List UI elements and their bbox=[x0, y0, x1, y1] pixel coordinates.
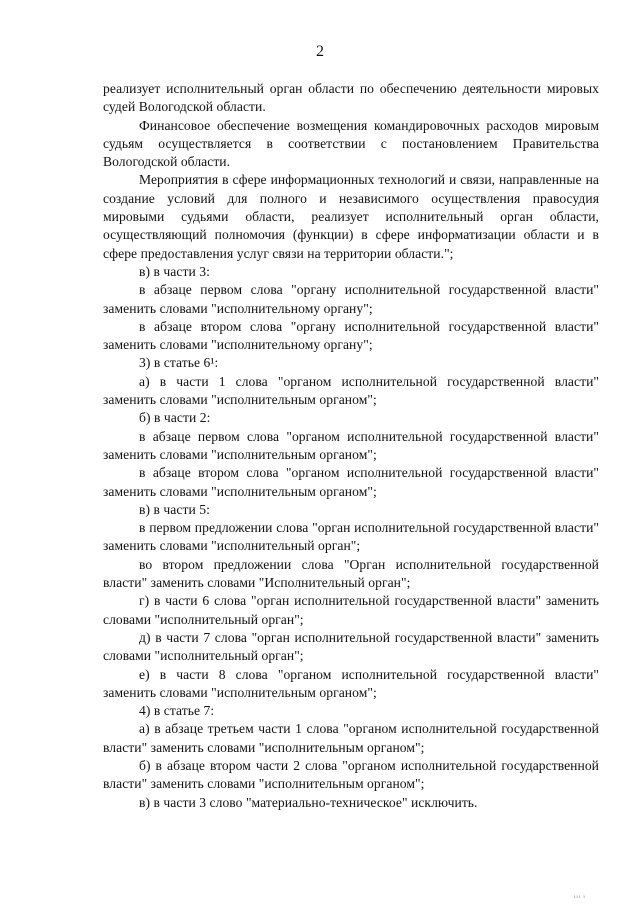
paragraph: г) в части 6 слова "орган исполнительной государственной власти" заменить словами "исполнительный орган"; bbox=[103, 593, 599, 627]
paragraph: в абзаце втором слова "органом исполнительной государственной власти" заменить словами "исполнительным органом"; bbox=[103, 465, 599, 499]
paragraph: е) в части 8 слова "органом исполнительной государственной власти" заменить словами "исполнительным органом"; bbox=[103, 666, 599, 700]
paragraph: в) в части 5: bbox=[139, 501, 210, 517]
paragraph: в) в части 3: bbox=[139, 263, 210, 279]
paragraph: б) в части 2: bbox=[139, 410, 211, 426]
page-number: 2 bbox=[316, 43, 324, 60]
paragraph: 4) в статье 7: bbox=[139, 703, 215, 719]
paragraph: б) в абзаце втором части 2 слова "органом исполнительной государственной власти" заменить словами "исполнительным органом"; bbox=[103, 757, 599, 792]
paragraph: 3) в статье 6¹: bbox=[139, 355, 219, 371]
paragraph: в абзаце втором слова "органу исполнительной государственной власти" заменить словами "исполнительному органу"; bbox=[103, 318, 599, 353]
paragraph: д) в части 7 слова "орган исполнительной государственной власти" заменить словами "исполнительный орган"; bbox=[103, 629, 599, 664]
document-body bbox=[103, 80, 599, 812]
paragraph: а) в части 1 слова "органом исполнительной государственной власти" заменить словами "исполнительным органом"; bbox=[103, 373, 599, 408]
footer-scan-mark: ııı ı bbox=[574, 895, 586, 900]
paragraph: Финансовое обеспечение возмещения командировочных расходов мировым судьям осуществляется в соответствии с постановлением Правительства Вологодской области. bbox=[103, 117, 599, 170]
paragraph: в) в части 3 слово "материально-техническое" исключить. bbox=[139, 794, 478, 810]
paragraph: в абзаце первом слова "органом исполнительной государственной власти" заменить словами "исполнительным органом"; bbox=[103, 428, 599, 462]
paragraph: Мероприятия в сфере информационных технологий и связи, направленные на создание условий для полного и независимого осуществления правосудия мировыми судьями области, реализует исполнительный орган области, осуществляющий полномочия (функции) в сфере информатизации области и в сфере предоставления услуг связи на территории области."; bbox=[103, 172, 599, 261]
paragraph: в абзаце первом слова "органу исполнительной государственной власти" заменить словами "исполнительному органу"; bbox=[103, 282, 599, 316]
paragraph: а) в абзаце третьем части 1 слова "органом исполнительной государственной власти" заменить словами "исполнительным органом"; bbox=[103, 721, 599, 755]
paragraph: в первом предложении слова "орган исполнительной государственной власти" заменить словами "исполнительный орган"; bbox=[103, 520, 599, 554]
paragraph: реализует исполнительный орган области по обеспечению деятельности мировых судей Вологодской области. bbox=[103, 81, 599, 115]
paragraph: во втором предложении слова "Орган исполнительной государственной власти" заменить словами "Исполнительный орган"; bbox=[103, 556, 599, 591]
